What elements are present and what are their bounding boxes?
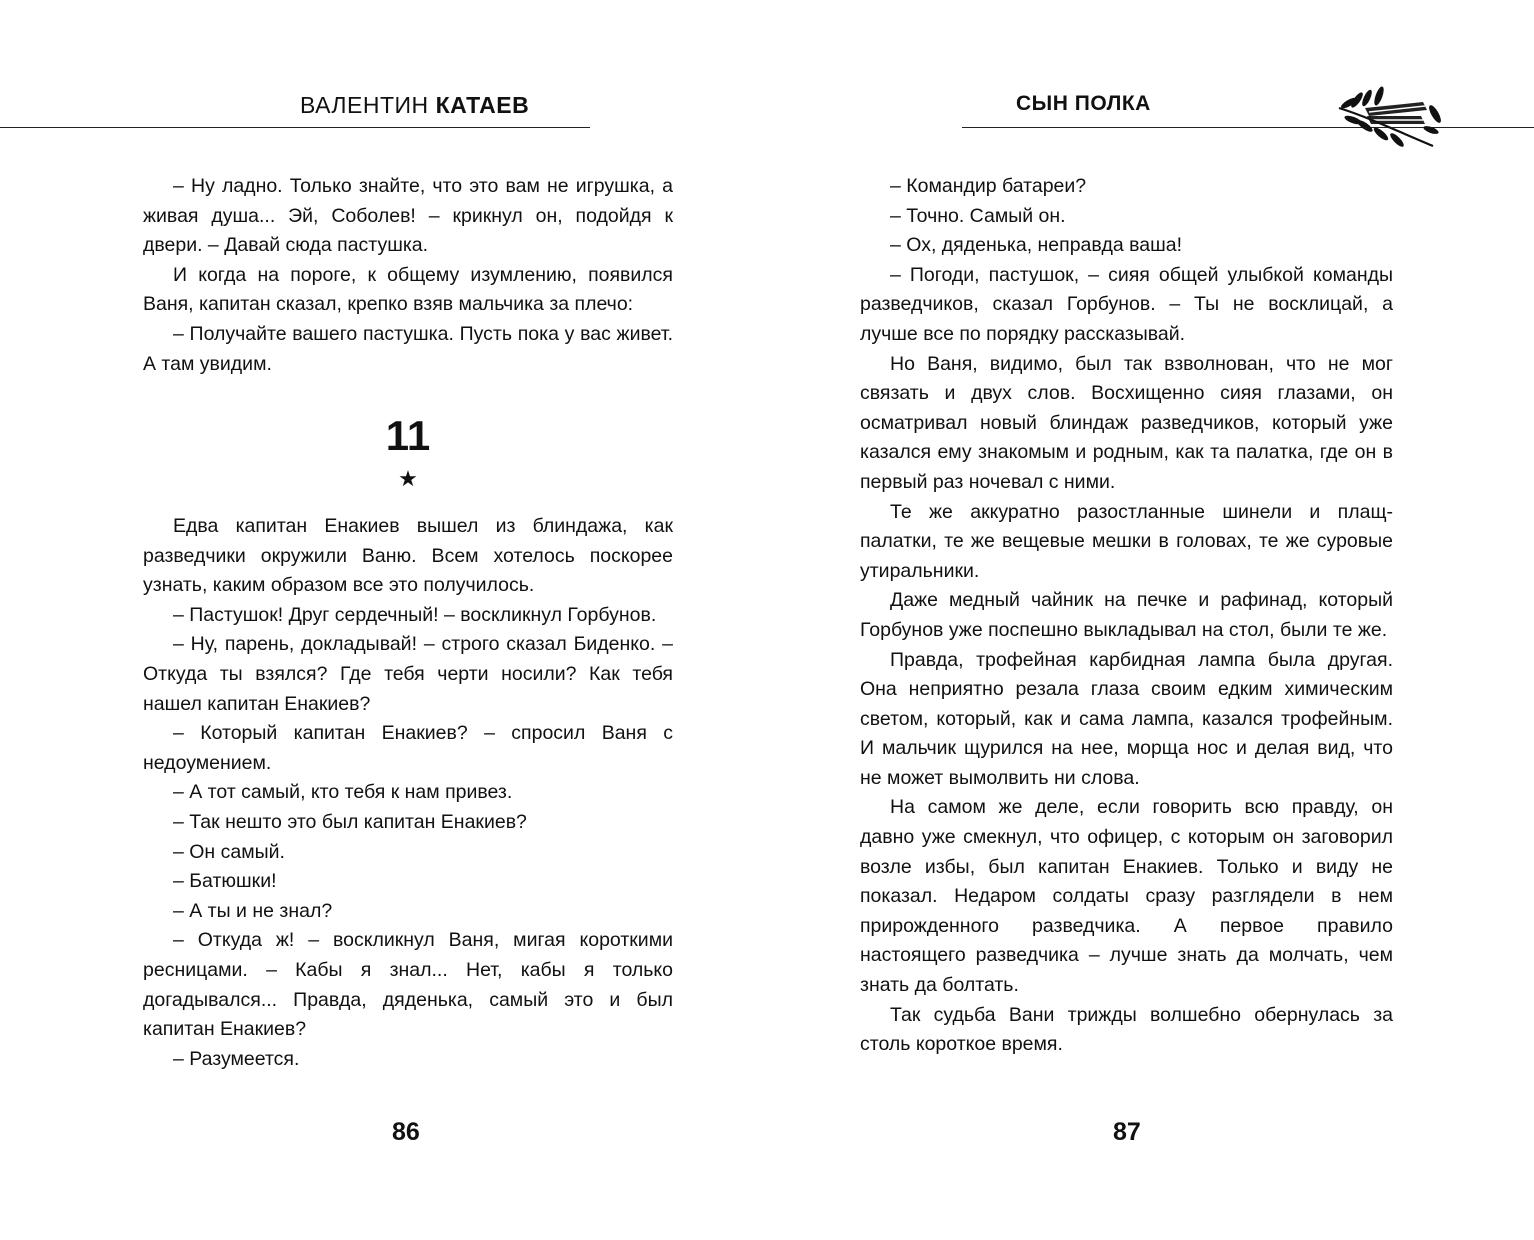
author-first-name: ВАЛЕНТИН xyxy=(300,92,429,118)
paragraph: – Ох, дяденька, неправда ваша! xyxy=(890,234,1183,257)
text-block-before-chapter xyxy=(143,172,673,379)
right-page xyxy=(767,0,1534,1240)
paragraph: – Получайте вашего пастушка. Пусть пока у вас живет. А там увидим. xyxy=(143,322,673,375)
paragraph: Так судьба Вани трижды волшебно обернулась за столь короткое время. xyxy=(860,1003,1393,1056)
paragraph: – А тот самый, кто тебя к нам привез. xyxy=(173,781,513,804)
author-last-name: КАТАЕВ xyxy=(435,92,530,118)
paragraph: – Разумеется. xyxy=(173,1047,300,1070)
paragraph: – Ну ладно. Только знайте, что это вам не игрушка, а живая душа... Эй, Соболев! – крикнул он, подойдя к двери. – Давай сюда пастушка. xyxy=(143,175,673,257)
paragraph: – Точно. Самый он. xyxy=(890,204,1066,227)
paragraph: – Он самый. xyxy=(173,840,285,863)
paragraph: – Откуда ж! – воскликнул Ваня, мигая короткими ресницами. – Кабы я знал... Нет, кабы я только догадывался... Правда, дяденька, самый это и был капитан Енакиев? xyxy=(143,929,673,1041)
paragraph: Едва капитан Енакиев вышел из блиндажа, как разведчики окружили Ваню. Всем хотелось поскорее узнать, каким образом все это получилось. xyxy=(143,515,673,597)
page-number: 87 xyxy=(1113,1118,1141,1146)
header-rule xyxy=(0,127,590,128)
paragraph: – Батюшки! xyxy=(173,870,277,893)
text-block-after-chapter xyxy=(143,512,673,1074)
paragraph: – Пастушок! Друг сердечный! – воскликнул Горбунов. xyxy=(173,603,657,626)
star-icon: ★ xyxy=(398,466,418,491)
paragraph: – А ты и не знал? xyxy=(173,899,333,922)
paragraph: Но Ваня, видимо, был так взволнован, что не мог связать и двух слов. Восхищенно сияя глазами, он осматривал новый блиндаж разведчиков, который уже казался ему знакомым и родным, как та палатка, где он в первый раз ночевал с ними. xyxy=(860,352,1393,493)
paragraph: – Ну, парень, докладывай! – строго сказал Биденко. – Откуда ты взялся? Где тебя черти носили? Как тебя нашел капитан Енакиев? xyxy=(143,633,673,715)
paragraph: – Который капитан Енакиев? – спросил Ваня с недоумением. xyxy=(143,722,673,774)
running-head-title: СЫН ПОЛКА xyxy=(1016,92,1151,115)
chapter-number: 11 xyxy=(385,412,431,459)
paragraph: Правда, трофейная карбидная лампа была другая. Она неприятно резала глаза своим едким химическим светом, который, как и сама лампа, казался трофейным. И мальчик щурился на нее, морща нос и делая вид, что не может вымолвить ни слова. xyxy=(860,648,1393,789)
paragraph: – Так нешто это был капитан Енакиев? xyxy=(173,810,527,833)
laurel-branch-icon xyxy=(1335,86,1445,150)
paragraph: И когда на пороге, к общему изумлению, появился Ваня, капитан сказал, крепко взяв мальчика за плечо: xyxy=(143,263,673,316)
text-block xyxy=(860,172,1393,1060)
page-number: 86 xyxy=(392,1118,420,1146)
header-rule xyxy=(962,127,1534,128)
paragraph: Те же аккуратно разостланные шинели и плащ-палатки, те же вещевые мешки в головах, те же суровые утиральники. xyxy=(860,500,1393,582)
paragraph: – Погоди, пастушок, – сияя общей улыбкой команды разведчиков, сказал Горбунов. – Ты не восклицай, а лучше все по порядку рассказывай. xyxy=(860,263,1393,345)
paragraph: На самом же деле, если говорить всю правду, он давно уже смекнул, что офицер, с которым он заговорил возле избы, был капитан Енакиев. Только и виду не показал. Недаром солдаты сразу разглядели в нем прирожденного разведчика. А первое правило настоящего разведчика – лучше знать да молчать, чем знать да болтать. xyxy=(860,796,1393,997)
paragraph: Даже медный чайник на печке и рафинад, который Горбунов уже поспешно выкладывал на стол, были те же. xyxy=(860,589,1393,641)
running-head-author xyxy=(300,92,529,119)
paragraph: – Командир батареи? xyxy=(890,175,1087,197)
